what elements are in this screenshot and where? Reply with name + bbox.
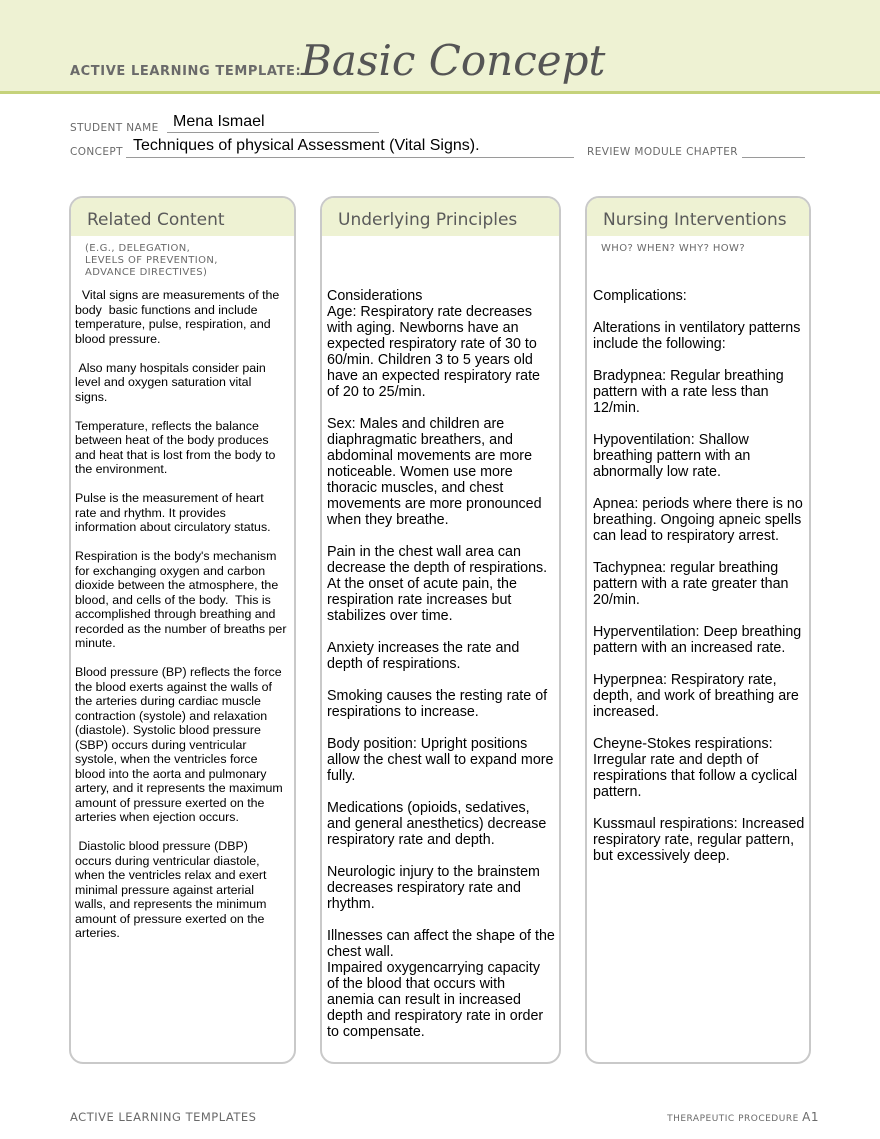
underlying-principles-card <box>320 196 561 1064</box>
footer-left: ACTIVE LEARNING TEMPLATES <box>70 1110 257 1124</box>
concept-label: CONCEPT <box>70 146 123 158</box>
underlying-principles-text[interactable]: Considerations Age: Respiratory rate decreases with aging. Newborns have an expected respiratory rate of 30 to 60/min. Children 3 to 5 years old have an expected respiratory rate of 20 to 25/min. Sex: Males and children are diaphragmatic breathers, and abdominal movements are more noticeable. Women use more thoracic muscles, and chest movements are more pronounced when they breathe. Pain in the chest wall area can decrease the depth of respirations. At the onset of acute pain, the respiration rate increases but stabilizes over time. Anxiety increases the rate and depth of respirations. Smoking causes the resting rate of respirations to increase. Body position: Upright positions allow the chest wall to expand more fully. Medications (opioids, sedatives, and general anesthetics) decrease respiratory rate and depth. Neurologic injury to the brainstem decreases respiratory rate and rhythm. Illnesses can affect the shape of the chest wall. Impaired oxygencarrying capacity of the blood that occurs with anemia can result in increased depth and respiratory rate in order to compensate. <box>327 288 555 1040</box>
footer-code: A1 <box>802 1110 819 1124</box>
student-name-line <box>167 132 379 133</box>
student-name-field[interactable]: Mena Ismael <box>173 113 265 130</box>
card-title: Related Content <box>87 210 225 230</box>
concept-line <box>126 157 574 158</box>
nursing-interventions-text[interactable]: Complications: Alterations in ventilatory patterns include the following: Bradypnea: Regular breathing pattern with a rate less than 12/min. Hypoventilation: Shallow breathing pattern with an abnormally low rate. Apnea: periods where there is no breathing. Ongoing apneic spells can lead to respiratory arrest. Tachypnea: regular breathing pattern with a rate greater than 20/min. Hyperventilation: Deep breathing pattern with an increased rate. Hyperpnea: Respiratory rate, depth, and work of breathing are increased. Cheyne-Stokes respirations: Irregular rate and depth of respirations that follow a cyclical pattern. Kussmaul respirations: Increased respiratory rate, regular pattern, but excessively deep. <box>593 288 805 864</box>
related-content-text[interactable]: Vital signs are measurements of the body basic functions and include temperature, pulse, respiration, and blood pressure. Also many hospitals consider pain level and oxygen saturation vital signs. Temperature, reflects the balance between heat of the body produces and heat that is lost from the body to the environment. Pulse is the measurement of heart rate and rhythm. It provides information about circulatory status. Respiration is the body's mechanism for exchanging oxygen and carbon dioxide between the atmosphere, the blood, and cells of the body. This is accomplished through breathing and recorded as the number of breaths per minute. Blood pressure (BP) reflects the force the blood exerts against the walls of the arteries during cardiac muscle contraction (systole) and relaxation (diastole). Systolic blood pressure (SBP) occurs during ventricular systole, when the ventricles force blood into the aorta and pulmonary artery, and it represents the maximum amount of pressure exerted on the arteries when ejection occurs. Diastolic blood pressure (DBP) occurs during ventricular diastole, when the ventricles relax and exert minimal pressure against arterial walls, and represents the minimum amount of pressure exerted on the arteries. <box>75 288 287 940</box>
footer-right <box>667 1110 819 1124</box>
footer-procedure: THERAPEUTIC PROCEDURE <box>667 1114 799 1124</box>
card-subtitle: (E.G., DELEGATION, LEVELS OF PREVENTION, ADVANCE DIRECTIVES) <box>85 243 218 278</box>
concept-field[interactable]: Techniques of physical Assessment (Vital Signs). <box>133 137 480 154</box>
related-content-card <box>69 196 296 1064</box>
review-chapter-label: REVIEW MODULE CHAPTER <box>587 146 738 158</box>
page-title: Basic Concept <box>301 36 606 85</box>
template-label: ACTIVE LEARNING TEMPLATE: <box>70 64 302 79</box>
review-chapter-line <box>742 157 805 158</box>
card-title: Underlying Principles <box>338 210 518 230</box>
student-name-label: STUDENT NAME <box>70 122 159 134</box>
card-title: Nursing Interventions <box>603 210 787 230</box>
nursing-interventions-card <box>585 196 811 1064</box>
card-subtitle: WHO? WHEN? WHY? HOW? <box>601 243 746 254</box>
